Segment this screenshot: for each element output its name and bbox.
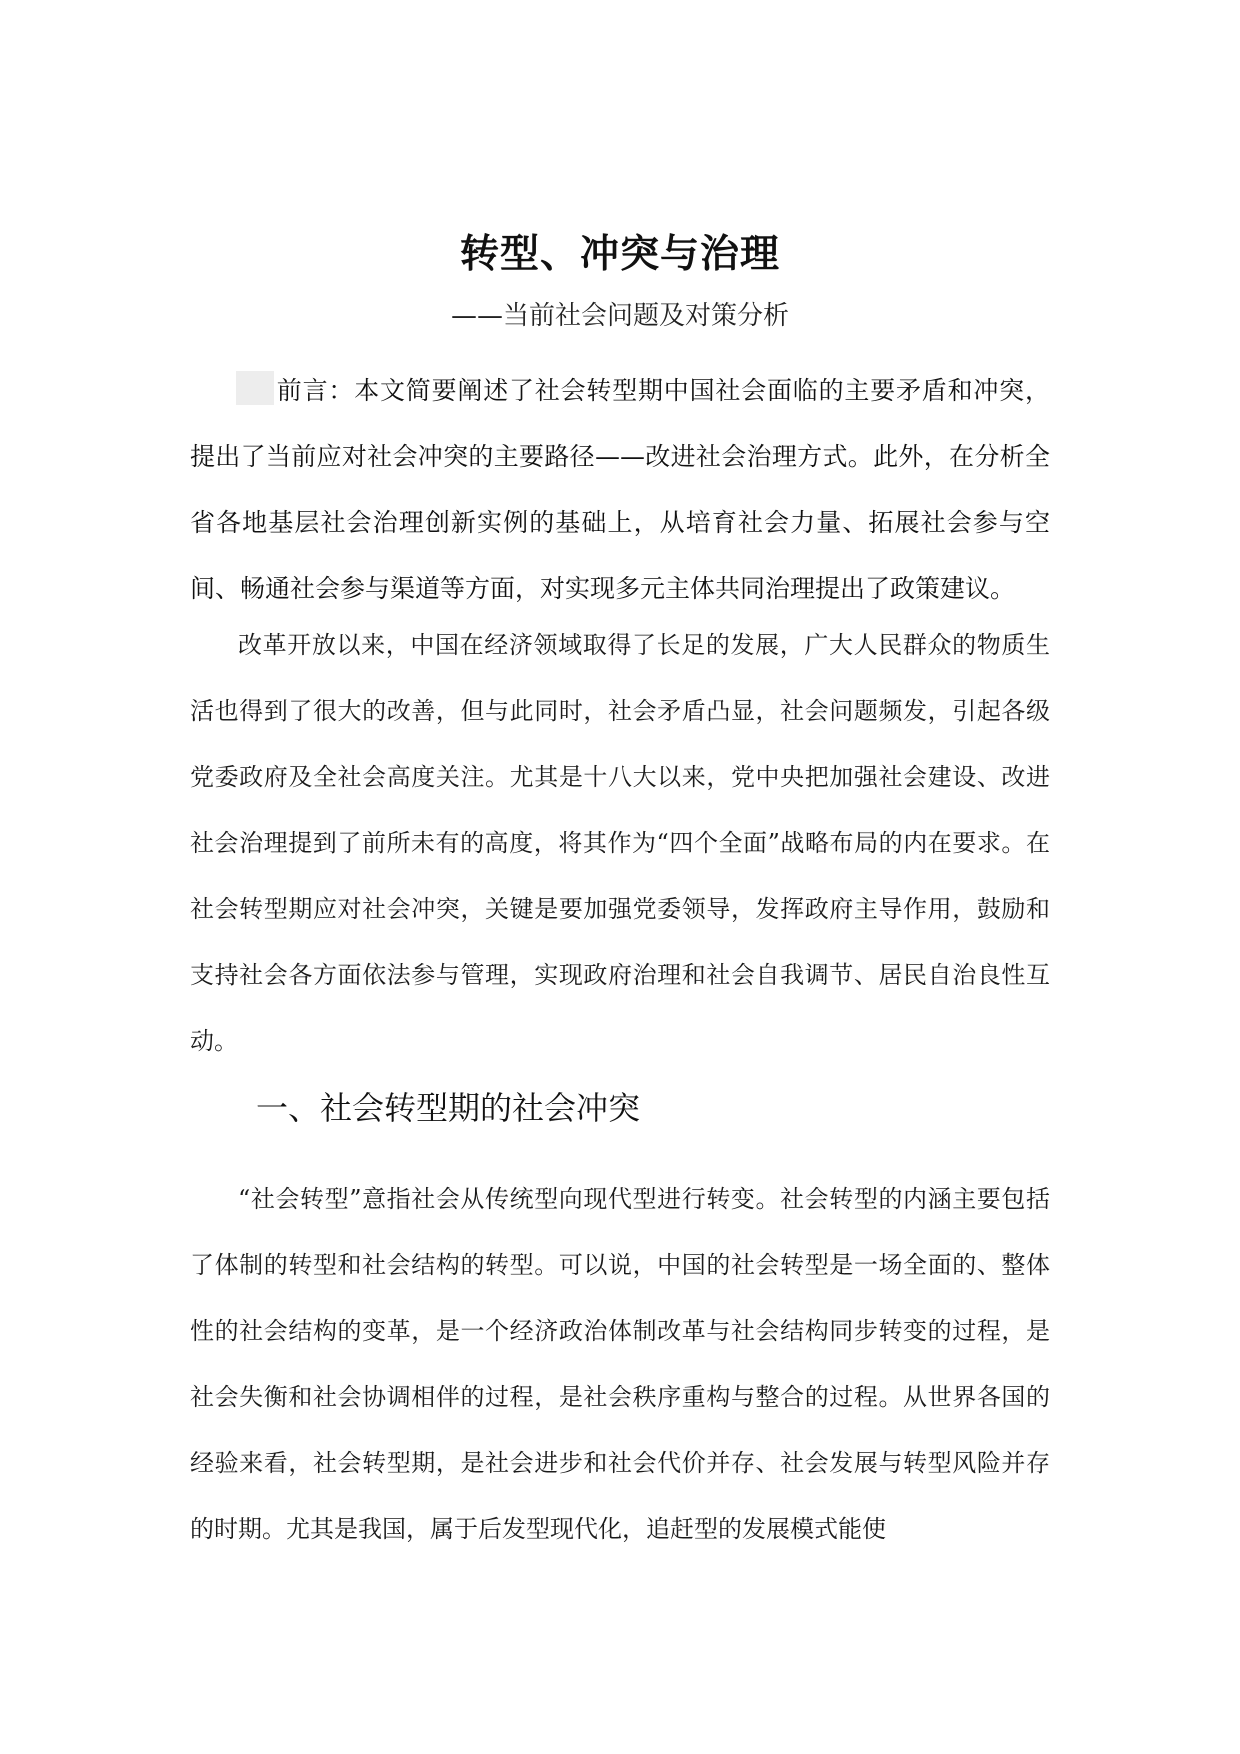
section-heading: 一、社会转型期的社会冲突	[256, 1089, 641, 1127]
preface-paragraph	[190, 358, 1050, 622]
document-title: 转型、冲突与治理	[459, 231, 780, 277]
body-paragraph-section-1: “社会转型”意指社会从传统型向现代型进行转变。社会转型的内涵主要包括了体制的转型和社会结构的转型。可以说，中国的社会转型是一场全面的、整体性的社会结构的变革，是一个经济政治体制改革与社会结构同步转变的过程，是社会失衡和社会协调相伴的过程，是社会秩序重构与整合的过程。从世界各国的经验来看，社会转型期，是社会进步和社会代价并存、社会发展与转型风险并存的时期。尤其是我国，属于后发型现代化，追赶型的发展模式能使	[190, 1185, 1050, 1543]
body-paragraph-intro: 改革开放以来，中国在经济领域取得了长足的发展，广大人民群众的物质生活也得到了很大的改善，但与此同时，社会矛盾凸显，社会问题频发，引起各级党委政府及全社会高度关注。尤其是十八大以来，党中央把加强社会建设、改进社会治理提到了前所未有的高度，将其作为“四个全面”战略布局的内在要求。在社会转型期应对社会冲突，关键是要加强党委领导，发挥政府主导作用，鼓励和支持社会各方面依法参与管理，实现政府治理和社会自我调节、居民自治良性互动。	[190, 631, 1050, 1055]
document-subtitle: ——当前社会问题及对策分析	[450, 301, 789, 331]
preface-text: 前言：本文简要阐述了社会转型期中国社会面临的主要矛盾和冲突，提出了当前应对社会冲突的主要路径——改进社会治理方式。此外，在分析全省各地基层社会治理创新实例的基础上，从培育社会力量、拓展社会参与空间、畅通社会参与渠道等方面，对实现多元主体共同治理提出了政策建议。	[190, 376, 1050, 603]
highlight-mark	[236, 371, 274, 405]
